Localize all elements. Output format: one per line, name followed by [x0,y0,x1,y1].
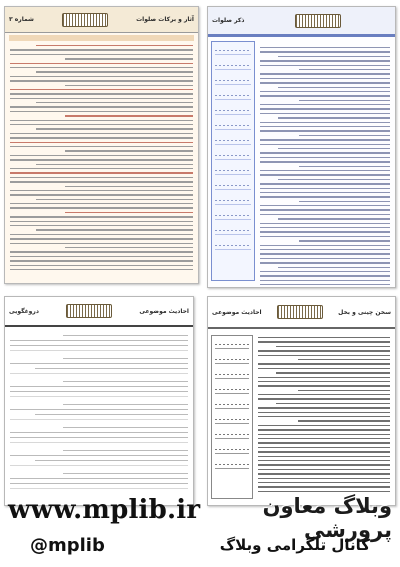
sheet-header [208,7,395,37]
calligraphy-seal-icon [295,14,341,28]
calligraphy-seal-icon [62,13,108,27]
blog-name: وبلاگ معاون پرورشی [262,494,392,542]
document-thumbnail-gossip [207,296,396,506]
telegram-handle[interactable]: @mplib [30,534,105,556]
document-thumbnail-zekr [207,6,396,288]
sheet-subtitle: احادیث موضوعی [212,308,262,316]
calligraphy-seal-icon [66,304,112,318]
sheet-ribbon [9,35,194,41]
sheet-title: سخن چینی و بخل [338,308,391,316]
sheet-body-text [260,47,390,283]
sheet-body-text [258,337,390,501]
sheet-header [5,7,198,33]
website-url[interactable]: www.mplib.ir [8,495,201,525]
watermark-footer [0,528,400,562]
sheet-title: آثار و برکات صلوات [136,16,194,23]
calligraphy-seal-icon [277,305,323,319]
sheet-sidebar [211,335,253,499]
sheet-body-text [10,45,193,279]
document-thumbnail-lying [4,296,194,506]
telegram-channel-label: کانال تلگرامی وبلاگ [219,536,370,554]
sheet-sidebar [211,41,255,281]
sheet-body-text [10,335,188,501]
sheet-header [5,297,193,327]
sheet-subtitle: احادیث موضوعی [139,307,189,315]
document-thumbnail-salawat [4,6,199,284]
sheet-title: ذکر صلوات [212,17,245,24]
sheet-header [208,297,395,329]
sheet-number: شماره ۳ [9,16,34,23]
sheet-title: دروغگویی [9,307,39,315]
